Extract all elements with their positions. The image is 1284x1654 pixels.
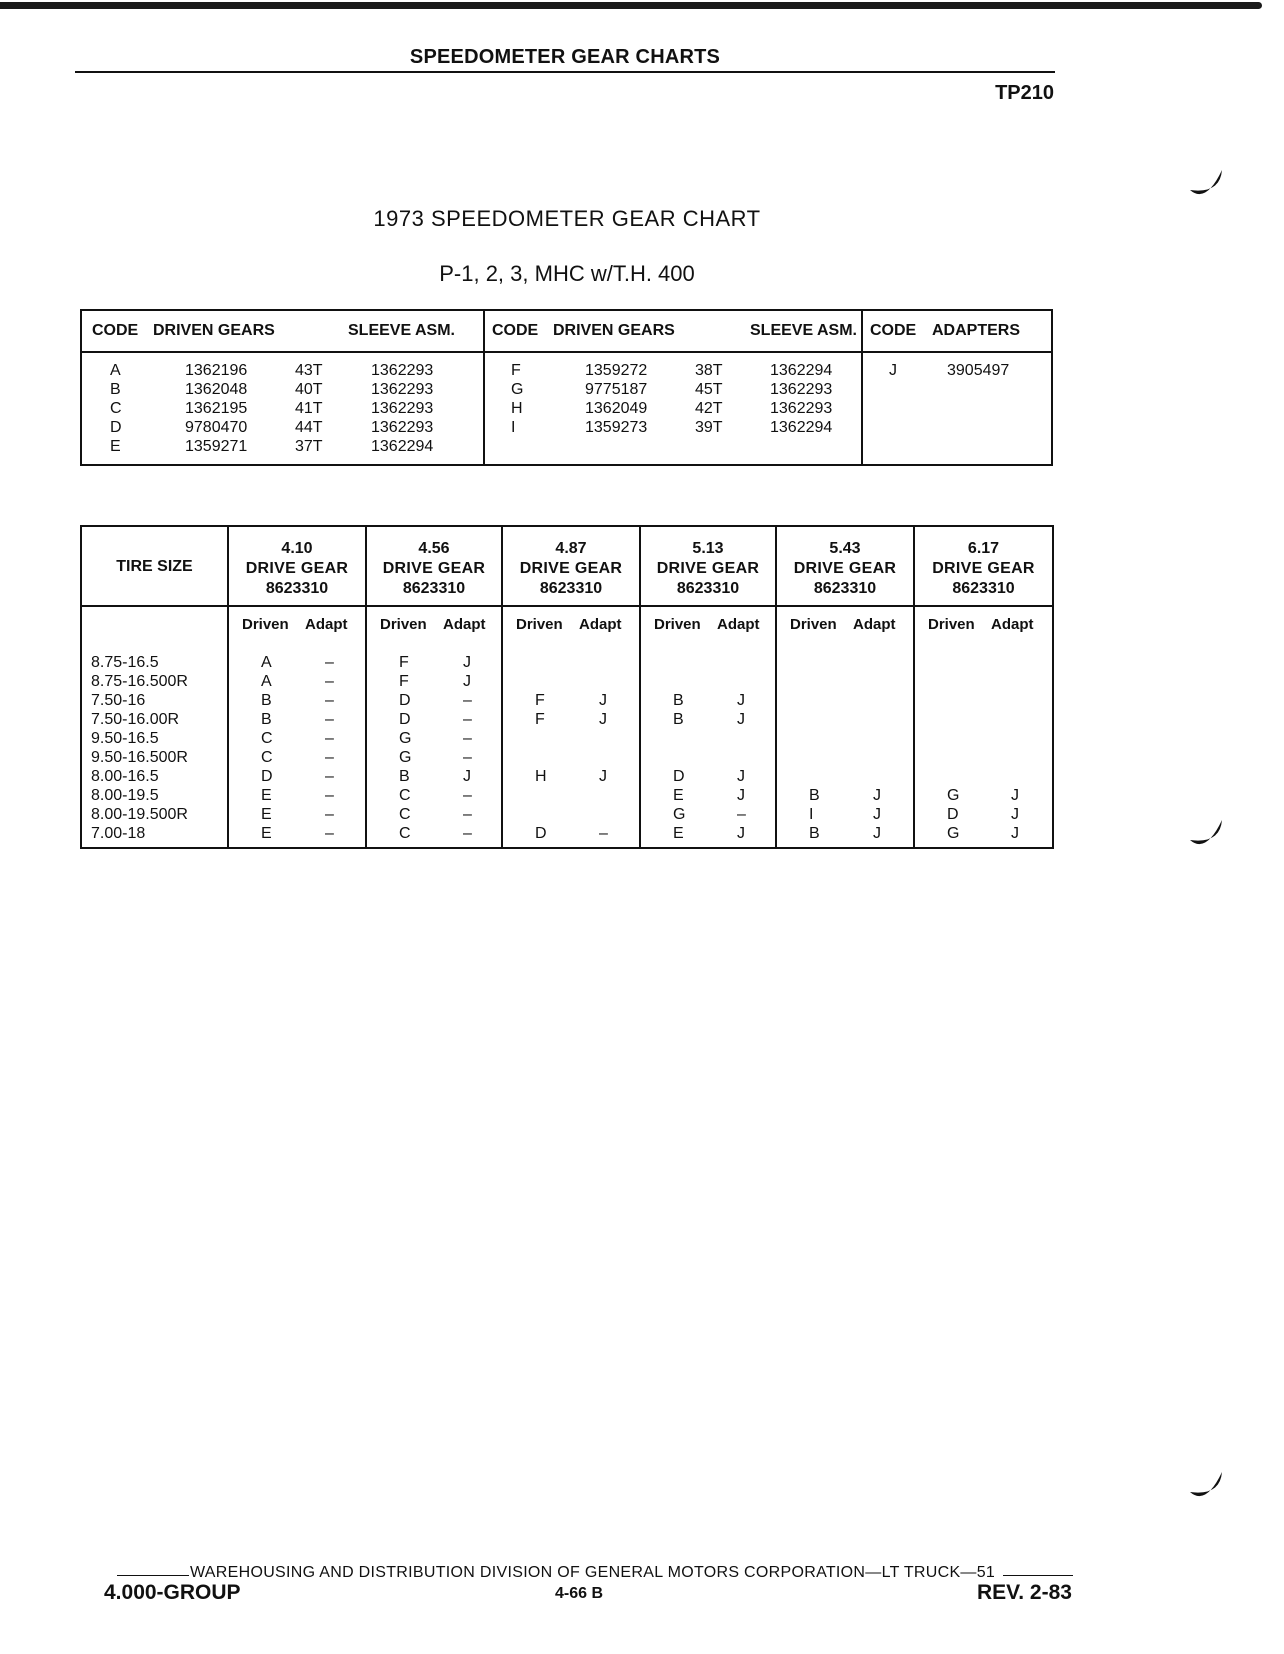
chart-title: 1973 SPEEDOMETER GEAR CHART [373, 206, 761, 231]
gear-assignment-row [229, 825, 365, 844]
axle-ratio: 4.87 [555, 540, 587, 557]
adapter-code: J [737, 768, 745, 785]
gear-assignment-row [915, 692, 1052, 711]
driven-code: C [261, 730, 273, 747]
driven-code: I [809, 806, 814, 823]
ratio-column [227, 527, 365, 847]
driven-code: B [809, 787, 820, 804]
driven-code: D [673, 768, 685, 785]
chart-subtitle: P-1, 2, 3, MHC w/T.H. 400 [439, 261, 695, 286]
gear-row [82, 362, 483, 381]
gear-teeth: 39T [695, 419, 723, 436]
sleeve-part-number: 1362293 [770, 381, 833, 398]
gear-assignment-row [641, 654, 775, 673]
gear-teeth: 43T [295, 362, 323, 379]
adapter-code: J [873, 787, 881, 804]
gear-assignment-row [503, 825, 639, 844]
gear-assignment-row [503, 654, 639, 673]
driven-code: D [947, 806, 959, 823]
gear-assignment-row [915, 749, 1052, 768]
driven-code: F [535, 692, 545, 709]
gear-assignment-row [777, 673, 913, 692]
gear-assignment-row [641, 730, 775, 749]
gear-row [485, 362, 861, 381]
adapter-code: – [463, 730, 472, 747]
driven-code: B [399, 768, 410, 785]
driven-code: E [261, 787, 272, 804]
driven-code: E [673, 787, 684, 804]
gear-assignment-row [503, 806, 639, 825]
gear-part-number: 1359272 [585, 362, 648, 379]
adapter-section [861, 311, 1051, 464]
binder-hole-icon [1188, 818, 1224, 854]
adapter-code: J [873, 825, 881, 842]
drive-gear-label: DRIVE GEAR [382, 560, 486, 577]
gear-part-number: 9780470 [185, 419, 248, 436]
sleeve-part-number: 1362293 [770, 400, 833, 417]
gear-assignment-row [367, 673, 501, 692]
gear-assignment-row [915, 806, 1052, 825]
adapter-code: – [325, 749, 334, 766]
adapter-code: – [463, 711, 472, 728]
adapter-code: J [599, 768, 607, 785]
driven-code: B [673, 692, 684, 709]
top-rule [0, 2, 1262, 9]
driven-code: B [673, 711, 684, 728]
gear-assignment-row [367, 787, 501, 806]
sleeve-asm-header: SLEEVE ASM. [750, 322, 857, 339]
gear-assignment-row [229, 730, 365, 749]
driven-code: E [261, 806, 272, 823]
tire-size: 7.50-16.00R [91, 711, 180, 728]
gear-assignment-row [915, 673, 1052, 692]
gear-assignment-row [641, 749, 775, 768]
footer-dash-left [117, 1575, 189, 1576]
gear-assignment-row [503, 692, 639, 711]
adapters-header: ADAPTERS [932, 322, 1021, 339]
driven-code: B [809, 825, 820, 842]
tire-size-header: TIRE SIZE [116, 558, 193, 575]
gear-assignment-row [503, 673, 639, 692]
gear-row [485, 419, 861, 438]
drive-gear-label: DRIVE GEAR [245, 560, 349, 577]
adapter-section-header [863, 311, 1051, 353]
drive-gear-label: DRIVE GEAR [793, 560, 897, 577]
driven-code: C [399, 825, 411, 842]
driven-code: D [399, 692, 411, 709]
ratio-header [503, 527, 639, 607]
driven-adapt-header [229, 607, 365, 637]
drive-gear-part-number: 8623310 [539, 580, 603, 597]
gear-parts-table [80, 309, 1053, 466]
gear-assignment-row [641, 692, 775, 711]
driven-code: H [535, 768, 547, 785]
sleeve-part-number: 1362294 [371, 438, 434, 455]
adapter-rows [863, 362, 1051, 381]
gear-assignment-row [915, 787, 1052, 806]
gear-assignment-row [777, 825, 913, 844]
driven-code: B [261, 692, 272, 709]
sleeve-part-number: 1362293 [371, 400, 434, 417]
driven-code: F [535, 711, 545, 728]
gear-teeth: 38T [695, 362, 723, 379]
tire-size: 8.75-16.500R [91, 673, 188, 690]
gear-section-left [82, 311, 483, 464]
adapter-code: – [325, 692, 334, 709]
gear-part-number: 3905497 [947, 362, 1010, 379]
tire-size-header-cell [82, 527, 227, 607]
gear-code: G [511, 381, 524, 398]
gear-assignment-row [777, 749, 913, 768]
gear-row [82, 381, 483, 400]
adapter-code: – [325, 711, 334, 728]
ratio-cells [641, 654, 775, 844]
sleeve-part-number: 1362294 [770, 362, 833, 379]
driven-gears-header: DRIVEN GEARS [553, 322, 675, 339]
gear-right-rows [485, 362, 861, 438]
tire-size: 8.00-19.5 [91, 787, 159, 804]
footer-page-number: 4-66 B [555, 1585, 604, 1602]
tire-size-table [80, 525, 1054, 849]
gear-assignment-row [777, 768, 913, 787]
gear-assignment-row [777, 806, 913, 825]
gear-code: H [511, 400, 523, 417]
adapter-code: – [463, 825, 472, 842]
gear-assignment-row [229, 692, 365, 711]
footer-revision: REV. 2-83 [977, 1581, 1072, 1604]
adapt-header: Adapt [579, 616, 622, 633]
code-header: CODE [870, 322, 917, 339]
gear-teeth: 45T [695, 381, 723, 398]
driven-header: Driven [928, 616, 975, 633]
gear-assignment-row [503, 768, 639, 787]
gear-part-number: 1362195 [185, 400, 248, 417]
gear-code: B [110, 381, 121, 398]
drive-gear-label: DRIVE GEAR [656, 560, 760, 577]
gear-assignment-row [641, 768, 775, 787]
code-header: CODE [92, 322, 139, 339]
driven-code: A [261, 654, 272, 671]
driven-code: G [673, 806, 686, 823]
ratio-header [367, 527, 501, 607]
gear-assignment-row [229, 806, 365, 825]
gear-assignment-row [229, 673, 365, 692]
gear-part-number: 1359271 [185, 438, 248, 455]
gear-teeth: 37T [295, 438, 323, 455]
ratio-header [915, 527, 1052, 607]
ratio-cells [777, 654, 913, 844]
drive-gear-part-number: 8623310 [265, 580, 329, 597]
drive-gear-part-number: 8623310 [676, 580, 740, 597]
gear-assignment-row [777, 711, 913, 730]
gear-assignment-row [915, 711, 1052, 730]
adapter-code: J [1011, 825, 1019, 842]
code-header: CODE [492, 322, 539, 339]
gear-code: F [511, 362, 521, 379]
gear-row [82, 400, 483, 419]
sleeve-part-number: 1362293 [371, 419, 434, 436]
gear-assignment-row [777, 730, 913, 749]
gear-teeth: 44T [295, 419, 323, 436]
driven-header: Driven [242, 616, 289, 633]
gear-row [485, 400, 861, 419]
driven-adapt-header [503, 607, 639, 637]
gear-assignment-row [777, 787, 913, 806]
gear-assignment-row [229, 749, 365, 768]
gear-assignment-row [641, 673, 775, 692]
drive-gear-label: DRIVE GEAR [519, 560, 623, 577]
axle-ratio: 4.56 [418, 540, 450, 557]
tire-size-list [82, 654, 227, 844]
gear-assignment-row [503, 787, 639, 806]
driven-code: F [399, 654, 409, 671]
driven-code: F [399, 673, 409, 690]
gear-assignment-row [503, 711, 639, 730]
driven-gears-header: DRIVEN GEARS [153, 322, 275, 339]
adapter-code: J [1011, 806, 1019, 823]
adapter-code: J [463, 768, 471, 785]
adapter-code: – [325, 787, 334, 804]
driven-code: G [399, 730, 412, 747]
footer-dash-right [1003, 1575, 1073, 1576]
gear-assignment-row [229, 654, 365, 673]
tire-size: 9.50-16.5 [91, 730, 159, 747]
gear-assignment-row [367, 806, 501, 825]
sleeve-asm-header: SLEEVE ASM. [348, 322, 455, 339]
gear-left-rows [82, 362, 483, 457]
gear-code: J [889, 362, 897, 379]
ratio-column [501, 527, 639, 847]
ratio-column [365, 527, 501, 847]
tire-size: 8.00-19.500R [91, 806, 188, 823]
gear-section-right-header [485, 311, 861, 353]
gear-assignment-row [641, 711, 775, 730]
adapter-code: – [463, 749, 472, 766]
tire-size: 8.00-16.5 [91, 768, 159, 785]
adapter-code: – [463, 692, 472, 709]
page-code: TP210 [995, 82, 1054, 104]
driven-header: Driven [790, 616, 837, 633]
adapter-code: – [599, 825, 608, 842]
driven-adapt-header [367, 607, 501, 637]
gear-row [485, 381, 861, 400]
binder-hole-icon [1188, 1470, 1224, 1506]
ratio-column [913, 527, 1052, 847]
sleeve-part-number: 1362293 [371, 381, 434, 398]
driven-adapt-header [777, 607, 913, 637]
gear-assignment-row [367, 825, 501, 844]
drive-gear-part-number: 8623310 [402, 580, 466, 597]
ratio-column [775, 527, 913, 847]
gear-assignment-row [641, 825, 775, 844]
adapt-header: Adapt [443, 616, 486, 633]
adapter-code: J [1011, 787, 1019, 804]
tire-size: 9.50-16.500R [91, 749, 188, 766]
tire-size: 8.75-16.5 [91, 654, 159, 671]
adapter-code: – [463, 806, 472, 823]
driven-adapt-header [641, 607, 775, 637]
driven-code: D [535, 825, 547, 842]
driven-header: Driven [380, 616, 427, 633]
gear-assignment-row [641, 806, 775, 825]
adapt-header: Adapt [853, 616, 896, 633]
adapt-header: Adapt [991, 616, 1034, 633]
tire-size: 7.00-18 [91, 825, 146, 842]
gear-code: A [110, 362, 121, 379]
gear-teeth: 41T [295, 400, 323, 417]
adapter-code: – [325, 825, 334, 842]
adapter-code: – [325, 806, 334, 823]
adapter-code: – [325, 654, 334, 671]
gear-assignment-row [229, 768, 365, 787]
gear-assignment-row [229, 711, 365, 730]
gear-assignment-row [915, 730, 1052, 749]
ratio-cells [367, 654, 501, 844]
ratio-cells [915, 654, 1052, 844]
drive-gear-part-number: 8623310 [813, 580, 877, 597]
adapter-code: – [463, 787, 472, 804]
gear-part-number: 9775187 [585, 381, 648, 398]
driven-code: D [261, 768, 273, 785]
driven-code: E [261, 825, 272, 842]
footer-group: 4.000-GROUP [104, 1581, 241, 1604]
gear-row [82, 419, 483, 438]
adapter-code: J [463, 673, 471, 690]
gear-assignment-row [367, 711, 501, 730]
driven-header: Driven [516, 616, 563, 633]
gear-teeth: 42T [695, 400, 723, 417]
tire-size-column [82, 527, 227, 847]
driven-code: G [947, 825, 960, 842]
ratio-header [777, 527, 913, 607]
gear-code: I [511, 419, 516, 436]
gear-assignment-row [367, 654, 501, 673]
adapter-code: J [737, 692, 745, 709]
gear-assignment-row [503, 749, 639, 768]
gear-part-number: 1362049 [585, 400, 648, 417]
driven-code: E [673, 825, 684, 842]
drive-gear-part-number: 8623310 [952, 580, 1015, 597]
adapter-code: – [325, 673, 334, 690]
gear-teeth: 40T [295, 381, 323, 398]
gear-assignment-row [641, 787, 775, 806]
adapter-code: – [325, 768, 334, 785]
gear-assignment-row [367, 692, 501, 711]
gear-assignment-row [367, 730, 501, 749]
axle-ratio: 4.10 [281, 540, 313, 557]
gear-part-number: 1362196 [185, 362, 248, 379]
adapter-code: J [737, 711, 745, 728]
ratio-cells [229, 654, 365, 844]
header-divider [75, 71, 1055, 73]
driven-code: D [399, 711, 411, 728]
axle-ratio: 5.43 [829, 540, 861, 557]
gear-assignment-row [367, 749, 501, 768]
adapt-header: Adapt [305, 616, 348, 633]
gear-assignment-row [229, 787, 365, 806]
adapter-code: J [737, 787, 745, 804]
adapter-code: J [599, 692, 607, 709]
adapter-code: – [325, 730, 334, 747]
drive-gear-label: DRIVE GEAR [932, 560, 1035, 577]
adapter-code: – [737, 806, 746, 823]
gear-assignment-row [503, 730, 639, 749]
ratio-header [229, 527, 365, 607]
ratio-column [639, 527, 775, 847]
driven-header: Driven [654, 616, 701, 633]
sleeve-part-number: 1362294 [770, 419, 833, 436]
gear-assignment-row [367, 768, 501, 787]
ratio-cells [503, 654, 639, 844]
gear-assignment-row [777, 692, 913, 711]
gear-assignment-row [915, 825, 1052, 844]
gear-code: C [110, 400, 122, 417]
adapter-code: J [599, 711, 607, 728]
gear-assignment-row [777, 654, 913, 673]
gear-row [863, 362, 1051, 381]
axle-ratio: 5.13 [692, 540, 724, 557]
driven-code: C [399, 787, 411, 804]
gear-part-number: 1362048 [185, 381, 248, 398]
gear-assignment-row [915, 654, 1052, 673]
driven-code: C [399, 806, 411, 823]
gear-part-number: 1359273 [585, 419, 648, 436]
driven-code: G [399, 749, 412, 766]
adapter-code: J [463, 654, 471, 671]
gear-section-right [483, 311, 861, 464]
gear-row [82, 438, 483, 457]
adapter-code: J [737, 825, 745, 842]
tire-size: 7.50-16 [91, 692, 146, 709]
gear-code: E [110, 438, 121, 455]
adapt-header: Adapt [717, 616, 760, 633]
page-header-title: SPEEDOMETER GEAR CHARTS [409, 46, 721, 68]
axle-ratio: 6.17 [967, 540, 1000, 557]
driven-code: A [261, 673, 272, 690]
gear-assignment-row [915, 768, 1052, 787]
ratio-header [641, 527, 775, 607]
driven-code: B [261, 711, 272, 728]
adapter-code: J [873, 806, 881, 823]
driven-code: G [947, 787, 960, 804]
gear-code: D [110, 419, 122, 436]
sleeve-part-number: 1362293 [371, 362, 434, 379]
driven-adapt-header [915, 607, 1052, 637]
gear-section-left-header [82, 311, 483, 353]
driven-code: C [261, 749, 273, 766]
binder-hole-icon [1188, 168, 1224, 204]
footer-line: WAREHOUSING AND DISTRIBUTION DIVISION OF GENERAL MOTORS CORPORATION—LT TRUCK—51 [190, 1564, 996, 1581]
